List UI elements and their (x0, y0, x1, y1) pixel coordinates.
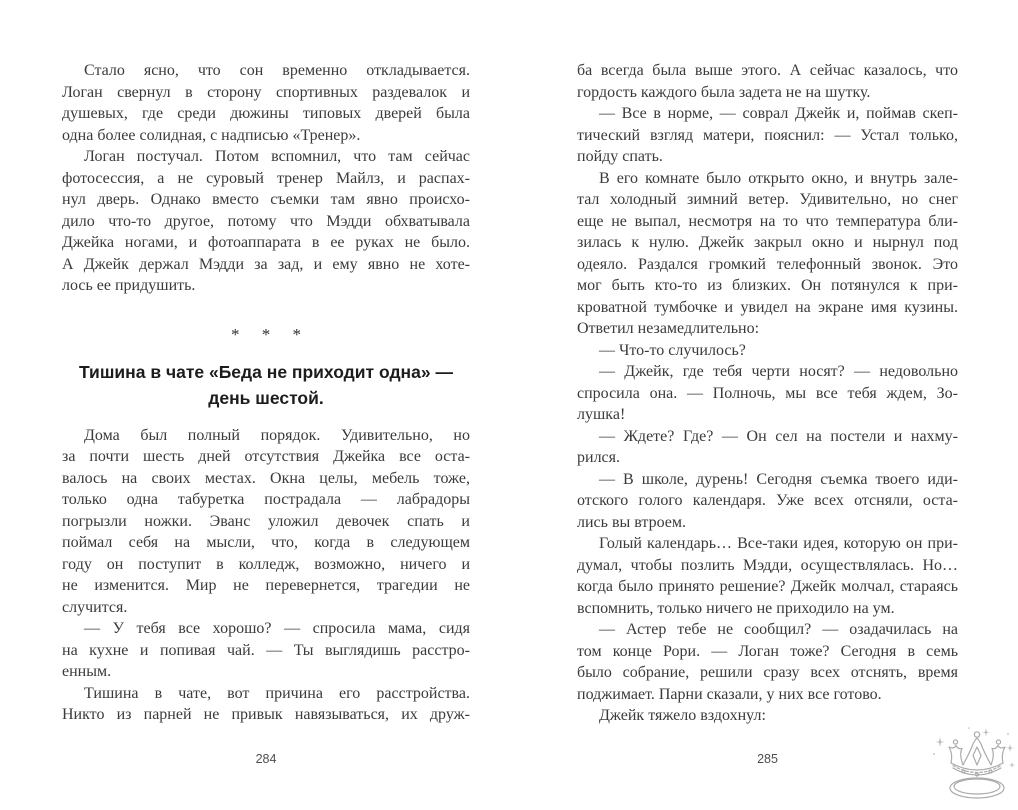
text-line: поджимает. Парни сказали, у них все готово. (577, 685, 882, 703)
text-line: году он поступит в колледж, возможно, ничего и (62, 555, 470, 573)
text-line: нул дверь. Однако вместо съемки там явно происхо- (62, 191, 470, 208)
text-line: — У тебя все хорошо? — спросила мама, сидя (84, 620, 470, 637)
paragraph (62, 618, 470, 683)
text-line: одна более солидная, с надписью «Тренер». (62, 126, 361, 144)
text-line: валось на своих местах. Окна целы, мебель тоже, (62, 469, 470, 487)
text-line: когда было принято решение? Джейк молчал, стараясь (577, 578, 958, 595)
paragraph (62, 425, 470, 619)
text-line: дило что-то другое, потому что Мэдди обхватывала (62, 212, 470, 230)
text-line: лись вы втроем. (577, 513, 687, 531)
text-line: только одна табуретка пострадала — лабрадоры (62, 491, 470, 508)
page-number-right: 285 (757, 752, 778, 766)
text-line: Тишина в чате, вот причина его расстройства. (84, 684, 470, 702)
text-line: душевых, где среди дюжины типовых дверей была (62, 105, 470, 122)
text-line: еще не выпал, несмотря на то что температура бли- (577, 212, 958, 230)
text-line: — Что-то случилось? (599, 341, 746, 359)
paragraph (62, 683, 470, 726)
paragraph (577, 361, 958, 426)
text-line: В его комнате было открыто окно, и внутрь зале- (599, 169, 958, 187)
text-line: гордость каждого была задета не на шутку. (577, 83, 871, 101)
left-text-column (62, 60, 470, 726)
text-line: — Ждете? Где? — Он сел на постели и нахму- (599, 427, 958, 445)
right-page (577, 60, 958, 800)
paragraph (62, 60, 470, 146)
text-line: вспомнить, только ничего не приходило на ум. (577, 599, 895, 617)
text-line: случится. (62, 598, 128, 616)
text-line: Логан постучал. Потом вспомнил, что там сейчас (84, 148, 470, 165)
text-line: Стало ясно, что сон временно откладывается. (84, 62, 470, 79)
text-line: Логан свернул в сторону спортивных раздевалок и (62, 83, 470, 101)
paragraph (577, 619, 958, 705)
text-line: на кухне и попивая чай. — Ты выглядишь расстро- (62, 641, 470, 659)
text-line: одеяло. Раздался громкий телефонный звонок. Это (577, 255, 958, 273)
text-line: думал, чтобы позлить Мэдди, осуществлялась. Но… (577, 556, 958, 574)
paragraph (577, 168, 958, 340)
text-line: было собрание, решили сразу всех отснять, время (577, 664, 958, 681)
text-line: мог быть кто-то из близких. Он потянулся к при- (577, 277, 958, 294)
text-line: Джейка ногами, и фотоаппарата в ее руках не было. (62, 234, 470, 251)
text-line: Джейк тяжело вздохнул: (599, 707, 766, 724)
paragraph (577, 705, 958, 727)
paragraph (62, 146, 470, 297)
text-line: пойду спать. (577, 148, 663, 165)
text-line: фотосессия, а не суровый тренер Майлз, и распах- (62, 169, 470, 187)
left-page (62, 60, 470, 800)
paragraph (577, 340, 958, 362)
text-line: Дома был полный порядок. Удивительно, но (84, 426, 470, 444)
text-line: — Все в норме, — соврал Джейк и, поймав скеп- (599, 105, 958, 122)
text-line: А Джейк держал Мэдди за зад, и ему явно не хоте- (62, 255, 470, 273)
paragraph (577, 426, 958, 469)
text-line: енным. (62, 663, 112, 680)
text-line: лушка! (577, 406, 626, 423)
text-line: не изменится. Мир не перевернется, трагедии не (62, 577, 470, 594)
paragraph (577, 469, 958, 534)
heading-line: Тишина в чате «Беда не приходит одна» — (79, 361, 453, 382)
text-line: за почти шесть дней отсутствия Джейка все оста- (62, 448, 470, 465)
text-line: спросила она. — Полночь, мы все тебя ждем, Зо- (577, 384, 958, 402)
text-line: рился. (577, 449, 621, 466)
section-separator: * * * (231, 324, 310, 344)
crown-icon (920, 724, 1018, 806)
text-line: тический взгляд матери, пояснил: — Устал только, (577, 126, 958, 144)
text-line: том конце Рори. — Логан тоже? Сегодня в семь (577, 642, 958, 660)
paragraph (577, 533, 958, 619)
paragraph (577, 60, 958, 103)
text-line: зилась к нулю. Джейк закрыл окно и нырнул под (577, 234, 958, 251)
text-line: — Астер тебе не сообщил? — озадачилась на (599, 621, 958, 638)
heading-line: день шестой. (208, 387, 324, 408)
text-line: кроватной тумбочке и увидел на экране имя кузины. (577, 298, 958, 316)
text-line: Никто из парней не привык навязываться, их друж- (62, 706, 470, 723)
text-line: — В школе, дурень! Сегодня съемка твоего иди- (599, 470, 958, 488)
text-line: тал холодный зимний ветер. Удивительно, но снег (577, 191, 958, 208)
text-line: Ответил незамедлительно: (577, 320, 760, 337)
paragraph (577, 103, 958, 168)
text-line: ба всегда была выше этого. А сейчас казалось, что (577, 62, 958, 79)
text-line: — Джейк, где тебя черти носят? — недовольно (599, 363, 958, 380)
text-line: погрызли ножки. Эванс уложил девочек спать и (62, 512, 470, 530)
page-number-left: 284 (255, 752, 277, 766)
text-line: лось ее придушить. (62, 277, 196, 294)
right-text-column (577, 60, 958, 727)
chapter-heading (62, 359, 470, 411)
text-line: поймал себя на мысли, что, когда в следующем (62, 534, 470, 551)
text-line: отского голого календаря. Уже всех отсняли, оста- (577, 492, 958, 509)
text-line: Голый календарь… Все-таки идея, которую он при- (599, 535, 958, 552)
